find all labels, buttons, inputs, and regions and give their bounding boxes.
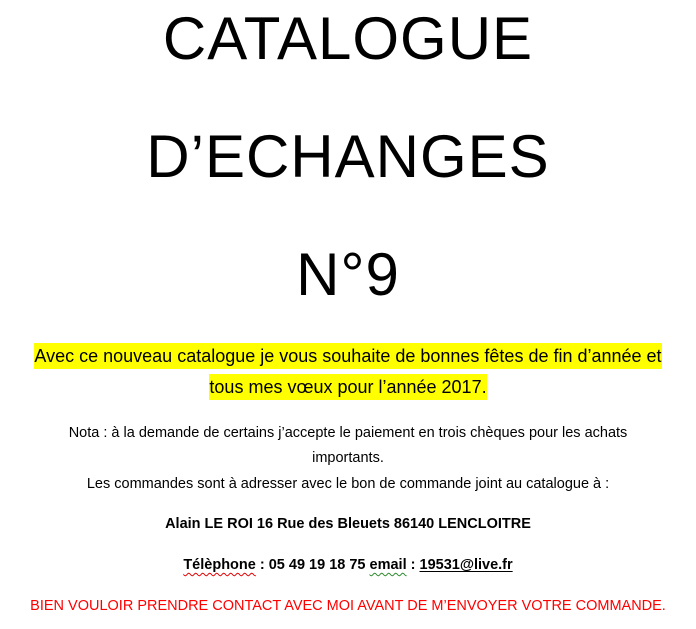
greeting-line-1: Avec ce nouveau catalogue je vous souhaite de bonnes fêtes de fin d’année et (34, 343, 661, 369)
title-line-2: D’ECHANGES (146, 123, 550, 190)
greeting-line-2: tous mes vœux pour l’année 2017. (209, 374, 486, 400)
note-line-3: Les commandes sont à adresser avec le bon de commande joint au catalogue à : (86, 476, 610, 492)
contact-warning: BIEN VOULOIR PRENDRE CONTACT AVEC MOI AVANT DE M’ENVOYER VOTRE COMMANDE. (30, 598, 666, 614)
email-link[interactable]: 19531@live.fr (419, 557, 513, 573)
email-label: email (369, 557, 407, 573)
phone-label: Télèphone (183, 557, 256, 573)
greeting-line-2-container (0, 371, 696, 403)
greeting-line-1-container (0, 340, 696, 372)
title-line-1: CATALOGUE (162, 5, 534, 72)
postal-address: Alain LE ROI 16 Rue des Bleuets 86140 LENCLOITRE (165, 516, 531, 532)
contact-line (0, 554, 696, 576)
note-line-2: importants. (312, 450, 384, 466)
title-line-3: N°9 (296, 241, 400, 308)
phone-number: : 05 49 19 18 75 (255, 557, 370, 573)
note-line-1: Nota : à la demande de certains j’accepte le paiement en trois chèques pour les achats (68, 425, 628, 441)
email-separator: : (406, 557, 420, 573)
